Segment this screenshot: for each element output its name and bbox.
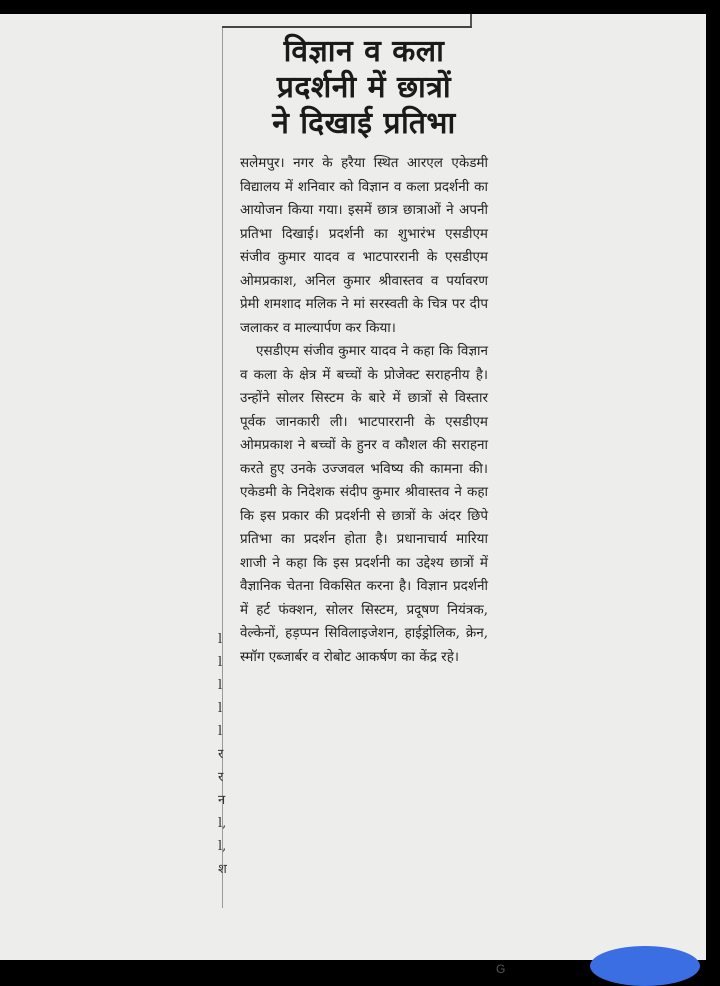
footer-fragment: G <box>496 962 506 976</box>
gutter-char: l <box>218 701 223 716</box>
gutter-char: र <box>218 770 224 785</box>
gutter-char: l, <box>218 816 227 831</box>
paragraph-1: सलेमपुर। नगर के हरैया स्थित आरएल एकेडमी विद्यालय में शनिवार को विज्ञान व कला प्रदर्शनी का आयोजन किया गया। इसमें छात्र छात्राओं ने अपनी प्रतिभा दिखाई। प्रदर्शनी का शुभारंभ एसडीएम संजीव कुमार यादव व भाटपाररानी के एसडीएम ओमप्रकाश, अनिल कुमार श्रीवास्तव व पर्यावरण प्रेमी शमशाद मलिक ने मां सरस्वती के चित्र पर दीप जलाकर व माल्यार्पण कर किया। <box>240 155 488 336</box>
gutter-char: l <box>218 632 223 647</box>
news-clipping <box>240 34 488 669</box>
headline-line-2: प्रदर्शनी में छात्रों <box>276 70 452 105</box>
adjacent-column-fragment <box>218 628 232 881</box>
gutter-char: l <box>218 724 223 739</box>
gutter-char: l <box>218 678 223 693</box>
article-body <box>240 152 488 669</box>
gutter-char: l, <box>218 839 227 854</box>
gutter-char: र <box>218 747 224 762</box>
paragraph-2: एसडीएम संजीव कुमार यादव ने कहा कि विज्ञान व कला के क्षेत्र में बच्चों के प्रोजेक्ट सराहनीय है। उन्होंने सोलर सिस्टम के बारे में छात्रों से विस्तार पूर्वक जानकारी ली। भाटपाररानी के एसडीएम ओमप्रकाश ने बच्चों के हुनर व कौशल की सराहना करते हुए उनके उज्जवल भविष्य की कामना की। एकेडमी के निदेशक संदीप कुमार श्रीवास्तव ने कहा कि इस प्रकार की प्रदर्शनी से छात्रों के अंदर छिपे प्रतिभा का प्रदर्शन होता है। प्रधानाचार्य मारिया शाजी ने कहा कि इस प्रदर्शनी का उद्देश्य छात्रों में वैज्ञानिक चेतना विकसित करना है। विज्ञान प्रदर्शनी में हर्ट फंक्शन, सोलर सिस्टम, प्रदूषण नियंत्रक, वेल्केनों, हड़प्पन सिविलाइजेशन, हाईड्रोलिक, क्रेन, स्मॉग एब्जार्बर व रोबोट आकर्षण का केंद्र रहे। <box>240 343 488 665</box>
headline <box>240 34 488 142</box>
gutter-char: न <box>218 793 226 808</box>
headline-line-1: विज्ञान व कला <box>283 34 445 69</box>
gutter-char: श <box>218 862 227 877</box>
gutter-char: l <box>218 655 223 670</box>
overlay-shape <box>590 946 700 986</box>
newspaper-page <box>0 14 706 976</box>
headline-line-3: ने दिखाई प्रतिभा <box>272 106 456 141</box>
top-rule <box>222 26 472 28</box>
